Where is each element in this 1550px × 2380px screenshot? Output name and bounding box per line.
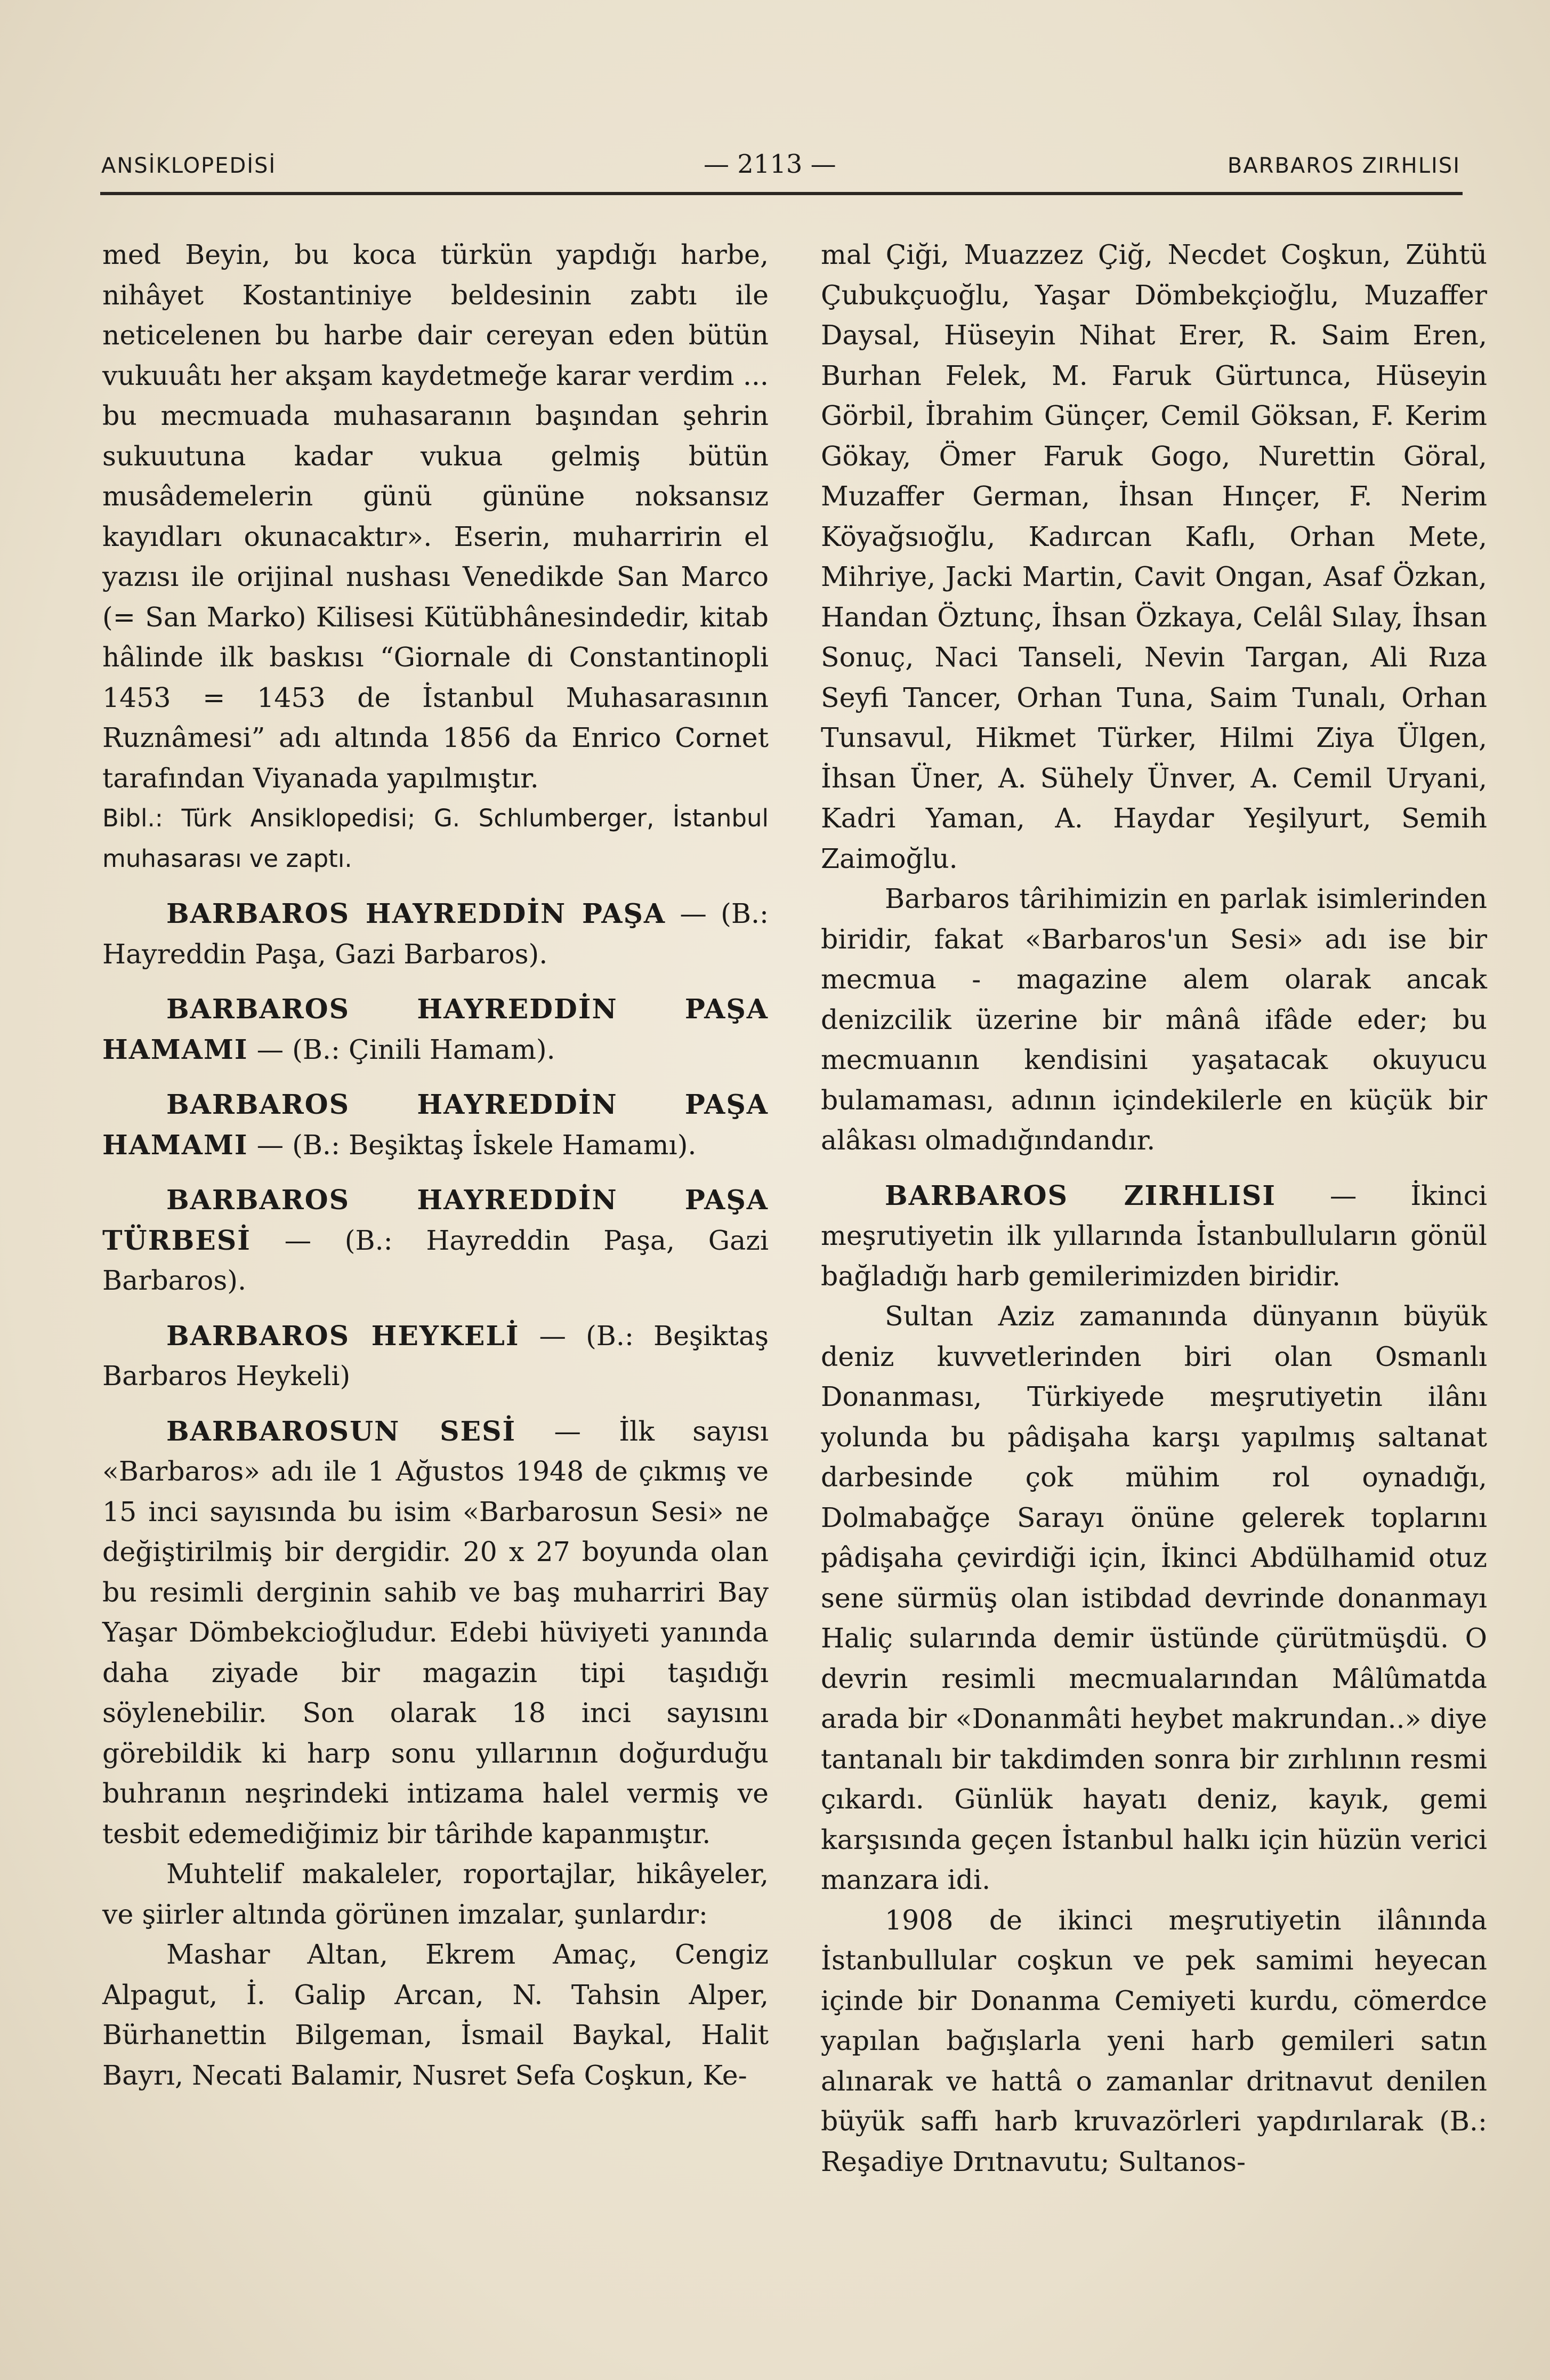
entry-title: BARBAROS HAYREDDİN PAŞA: [166, 898, 666, 929]
paragraph: Sultan Aziz zamanında dünyanın büyük deniz kuvvetlerinden biri olan Osmanlı Donanması, Türkiyede meşrutiyetin ilânı yolunda bu pâdişaha karşı yapılmış saltanat darbesinde çok mühim rol oynadığı, Dolmabağçe Sarayı önüne gelerek toplarını pâdişaha çevirdiği için, İkinci Abdülhamid otuz sene sürmüş olan istibdad devrinde donanmayı Haliç sularında demir üstünde çürütmüşdü. O devrin resimli mecmualarından Mâlûmatda arada bir «Donanmâti heybet makrundan..» diye tantanalı bir takdimden sonra bir zırhlının resmi çıkardı. Günlük hayatı deniz, kayık, gemi karşısında geçen İstanbul halkı için hüzün verici manzara idi.: [821, 1300, 1487, 1895]
paragraph: Muhtelif makaleler, roportajlar, hikâyeler, ve şiirler altında görünen imzalar, şunlardır:: [102, 1858, 769, 1930]
entry-text: — İkinci meşrutiyetin ilk yıllarında İstanbulluların gönül bağladığı harb gemilerimizden biridir.: [821, 1179, 1487, 1292]
entry: [102, 1316, 769, 1396]
entry-text: — (B.: Beşiktaş Barbaros Heykeli): [102, 1320, 769, 1392]
entry-text: — (B.: Beşiktaş İskele Hamamı).: [248, 1129, 697, 1161]
entry: [102, 1084, 769, 1165]
entry: [102, 1411, 769, 1854]
entry: [102, 1180, 769, 1301]
bibliography: Bibl.: Türk Ansiklopedisi; G. Schlumberger, İstanbul muhasarası ve zaptı.: [102, 804, 769, 873]
paragraph: Mashar Altan, Ekrem Amaç, Cengiz Alpagut, İ. Galip Arcan, N. Tahsin Alper, Bürhanettin Bilgeman, İsmail Baykal, Halit Bayrı, Necati Balamir, Nusret Sefa Coşkun, Ke-: [102, 1939, 769, 2091]
entry-text: — (B.: Hayreddin Paşa, Gazi Barbaros).: [102, 898, 769, 970]
entry-title: BARBAROS HEYKELİ: [166, 1320, 520, 1352]
entry-title: BARBAROS ZIRHLISI: [885, 1179, 1276, 1211]
page-number: — 2113 —: [704, 149, 836, 179]
entry-title: BARBAROS HAYREDDİN PAŞA TÜRBESİ: [102, 1184, 769, 1256]
entry-title: BARBAROS HAYREDDİN PAŞA HAMAMI: [102, 993, 769, 1065]
entry-text: — (B.: Çinili Hamam).: [248, 1033, 555, 1065]
entry: [102, 989, 769, 1070]
paragraph: 1908 de ikinci meşrutiyetin ilânında İstanbullular coşkun ve pek samimi heyecan içinde bir Donanma Cemiyeti kurdu, cömerdce yapılan bağışlarla yeni harb gemileri satın alınarak ve hattâ o zamanlar dritnavut denilen büyük saffı harb kruvazörleri yapdırılarak (B.: Reşadiye Drıtnavutu; Sultanos-: [821, 1904, 1487, 2177]
entry-title: BARBAROSUN SESİ: [166, 1415, 516, 1447]
entry: [102, 894, 769, 974]
paragraph: mal Çiği, Muazzez Çiğ, Necdet Coşkun, Zühtü Çubukçuoğlu, Yaşar Dömbekçioğlu, Muzaffer Daysal, Hüseyin Nihat Erer, R. Saim Eren, Burhan Felek, M. Faruk Gürtunca, Hüseyin Görbil, İbrahim Günçer, Cemil Göksan, F. Kerim Gökay, Ömer Faruk Gogo, Nurettin Göral, Muzaffer German, İhsan Hınçer, F. Nerim Köyağsıoğlu, Kadırcan Kaflı, Orhan Mete, Mihriye, Jacki Martin, Cavit Ongan, Asaf Özkan, Handan Öztunç, İhsan Özkaya, Celâl Sılay, İhsan Sonuç, Naci Tanseli, Nevin Targan, Ali Rıza Seyfi Tancer, Orhan Tuna, Saim Tunalı, Orhan Tunsavul, Hikmet Türker, Hilmi Ziya Ülgen, İhsan Üner, A. Sühely Ünver, A. Cemil Uryani, Kadri Yaman, A. Haydar Yeşilyurt, Semih Zaimoğlu.: [821, 239, 1487, 874]
right-column: [821, 235, 1487, 2182]
entry-title: BARBAROS HAYREDDİN PAŞA HAMAMI: [102, 1089, 769, 1161]
left-column: [102, 235, 769, 2095]
running-header: [101, 149, 1460, 191]
entry-text: — (B.: Hayreddin Paşa, Gazi Barbaros).: [102, 1224, 769, 1296]
entry-text: — İlk sayısı «Barbaros» adı ile 1 Ağustos 1948 de çıkmış ve 15 inci sayısında bu isim «Barbarosun Sesi» ne değiştirilmiş bir dergidir. 20 x 27 boyunda olan bu resimli derginin sahib ve baş muharriri Bay Yaşar Dömbekcioğludur. Edebi hüviyeti yanında daha ziyade bir magazin tipi taşıdığı söylenebilir. Son olarak 18 inci sayısını görebildik ki harp sonu yıllarının doğurduğu buhranın neşrindeki intizama halel vermiş ve tesbit edemediğimiz bir târihde kapanmıştır.: [102, 1415, 769, 1850]
header-left: ANSİKLOPEDİSİ: [101, 154, 277, 178]
header-rule: [100, 192, 1463, 195]
header-right: BARBAROS ZIRHLISI: [1227, 154, 1460, 178]
paragraph: med Beyin, bu koca türkün yapdığı harbe, nihâyet Kostantiniye beldesinin zabtı ile neticelenen bu harbe dair cereyan eden bütün vukuuâtı her akşam kaydetmeğe karar verdim ... bu mecmuada muhasaranın başından şehrin sukuutuna kadar vukua gelmiş bütün musâdemelerin günü gününe noksansız kayıdları okunacaktır». Eserin, muharririn el yazısı ile orijinal nushası Venedikde San Marco (= San Marko) Kilisesi Kütübhânesindedir, kitab hâlinde ilk baskısı “Giornale di Constantinopli 1453 = 1453 de İstanbul Muhasarasının Ruznâmesi” adı altında 1856 da Enrico Cornet tarafından Viyanada yapılmıştır.: [102, 239, 769, 794]
entry: [821, 1176, 1487, 1297]
paragraph: Barbaros târihimizin en parlak isimlerinden biridir, fakat «Barbaros'un Sesi» adı ise bir mecmua - magazine alem olarak ancak denizcilik üzerine bir mânâ ifâde eder; bu mecmuanın kendisini yaşatacak okuyucu bulamaması, adının içindekilerle en küçük bir alâkası olmadığındandır.: [821, 883, 1487, 1156]
